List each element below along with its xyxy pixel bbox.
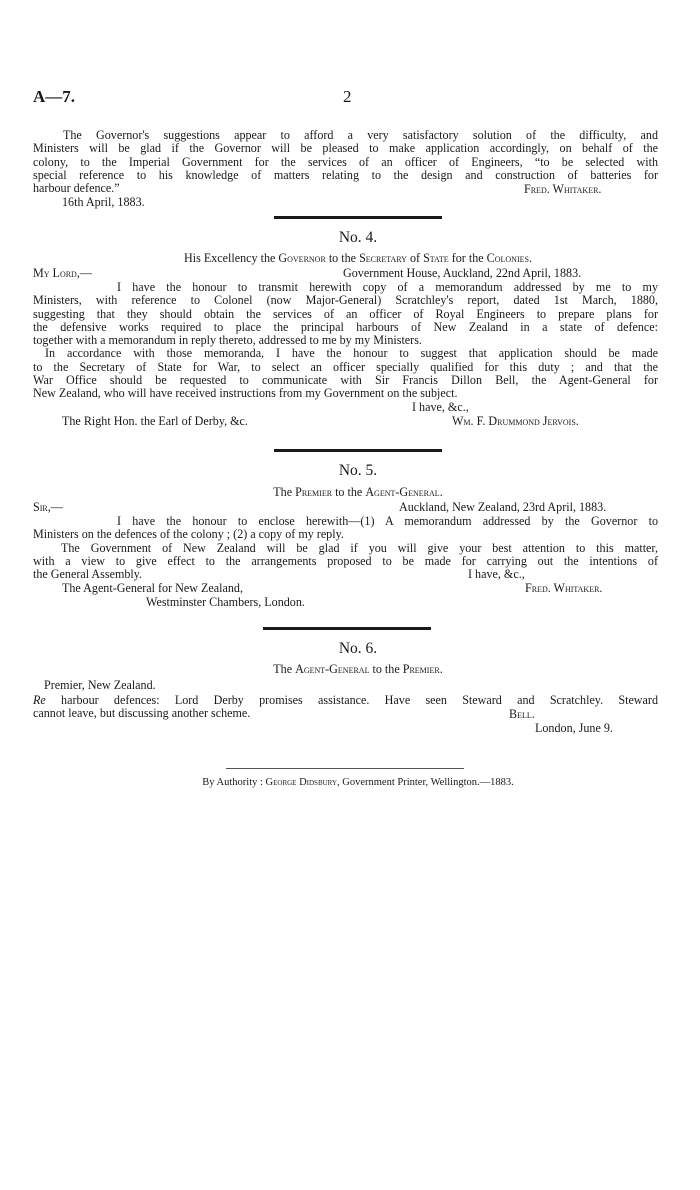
body-line: the General Assembly. xyxy=(33,567,143,582)
body-line: In accordance with those memoranda, I have the honour to suggest that application should be made xyxy=(45,346,658,361)
intro-date: 16th April, 1883. xyxy=(62,195,145,209)
addressee-no5-line1: The Agent-General for New Zealand, xyxy=(62,581,243,595)
address-no5: Auckland, New Zealand, 23rd April, 1883. xyxy=(399,500,607,514)
body-line: to the Secretary of State for War, to select an officer specially qualified for this duty ; and that the xyxy=(33,359,658,374)
intro-signature: Fred. Whitaker. xyxy=(524,182,602,196)
addressee-no4: The Right Hon. the Earl of Derby, &c. xyxy=(62,414,248,428)
section-divider xyxy=(274,216,442,219)
body-line: the defensive works required to place the principal harbours of New Zealand in a state of defence: xyxy=(33,319,658,334)
closing-no5: I have, &c., xyxy=(468,567,525,581)
salutation-no5: Sir,— xyxy=(33,500,63,514)
section-heading-no5: No. 5. xyxy=(338,462,378,479)
section-subheading-no4: His Excellency the Governor to the Secretary of State for the Colonies. xyxy=(184,251,532,265)
body-line: Ministers, with reference to Colonel (now Major-General) Scratchley's report, dated 1st March, 1880, xyxy=(33,293,658,308)
section-subheading-no6: The Agent-General to the Premier. xyxy=(273,662,443,676)
letter-body-no5 xyxy=(33,515,658,581)
intro-line: special reference to his knowledge of matters relating to the design and construction of batteries for xyxy=(33,167,658,182)
date-no6: London, June 9. xyxy=(535,721,613,735)
section-divider xyxy=(263,627,431,630)
intro-line: colony, to the Imperial Government for the services of an officer of Engineers, “to be selected with xyxy=(33,154,658,169)
section-divider xyxy=(274,449,442,452)
signature-no4: Wm. F. Drummond Jervois. xyxy=(452,414,579,428)
intro-line: The Governor's suggestions appear to afford a very satisfactory solution of the difficulty, and xyxy=(63,128,658,142)
body-line: I have the honour to transmit herewith copy of a memorandum addressed by me to my xyxy=(117,280,658,294)
section-heading-no6: No. 6. xyxy=(338,640,378,657)
section-subheading-no5: The Premier to the Agent-General. xyxy=(273,485,443,499)
body-line: cannot leave, but discussing another scheme. xyxy=(33,706,251,721)
telegram-recipient: Premier, New Zealand. xyxy=(44,678,156,692)
body-line: Re harbour defences: Lord Derby promises assistance. Have seen Steward and Scratchley. Steward xyxy=(33,693,658,707)
closing-no4: I have, &c., xyxy=(412,400,469,414)
section-heading-no4: No. 4. xyxy=(338,229,378,246)
signature-no5: Fred. Whitaker. xyxy=(525,581,603,595)
body-line: The Government of New Zealand will be glad if you will give your best attention to this matter, xyxy=(61,540,658,555)
body-line: suggesting that they should obtain the services of an officer of Royal Engineers to prepare plans for xyxy=(33,306,658,321)
signature-no6: Bell. xyxy=(509,707,535,721)
intro-line: harbour defence.” xyxy=(33,181,120,196)
address-no4: Government House, Auckland, 22nd April, 1883. xyxy=(343,266,582,280)
salutation-no4: My Lord,— xyxy=(33,266,92,280)
letter-body-no4 xyxy=(33,281,658,401)
printer-imprint: By Authority : George Didsbury, Government Printer, Wellington.—1883. xyxy=(202,777,514,788)
body-line: I have the honour to enclose herewith—(1) A memorandum addressed by the Governor to xyxy=(117,514,658,528)
telegram-body xyxy=(33,694,658,721)
footer-divider xyxy=(226,768,464,769)
body-line: New Zealand, who will have received instructions from my Government on the subject. xyxy=(33,386,458,401)
body-line: with a view to give effect to the arrangements proposed to be made for carrying out the intentions of xyxy=(33,553,658,568)
body-line: together with a memorandum in reply thereto, addressed to me by my Ministers. xyxy=(33,333,422,348)
addressee-no5-line2: Westminster Chambers, London. xyxy=(146,595,305,609)
page-number: 2 xyxy=(343,87,352,106)
body-line: War Office should be requested to communicate with Sir Francis Dillon Bell, the Agent-General for xyxy=(33,373,658,388)
page-reference: A—7. xyxy=(33,87,76,106)
body-line: Ministers on the defences of the colony ; (2) a copy of my reply. xyxy=(33,527,344,542)
intro-line: Ministers will be glad if the Governor will be pleased to make application accordingly, on behalf of the xyxy=(33,141,658,156)
